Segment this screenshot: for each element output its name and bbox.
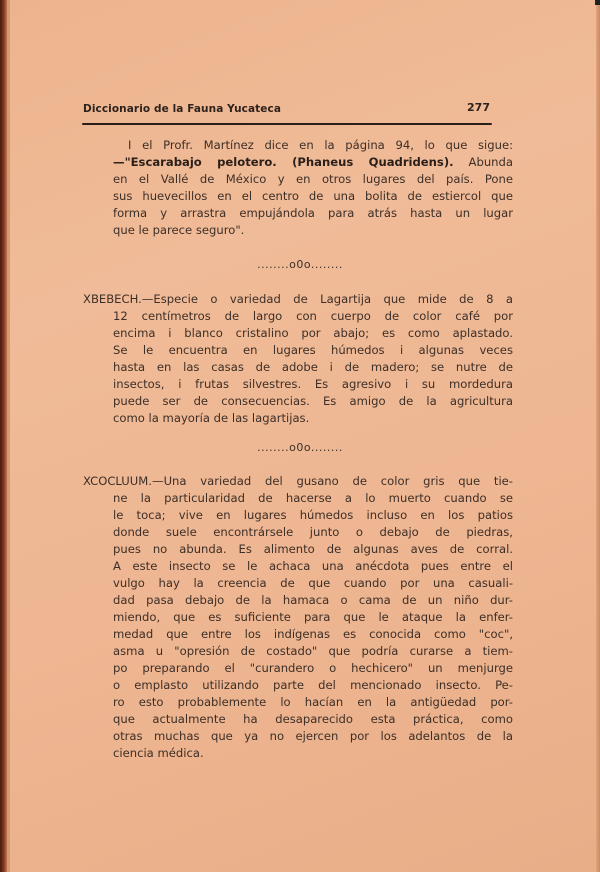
- text-line: po preparando el "curandero o hechicero" un menjurge: [113, 661, 513, 675]
- text-line: que le parece seguro".: [113, 223, 245, 237]
- text-line: ro esto probablemente lo hacían en la antigüedad por-: [113, 695, 513, 709]
- section-separator: ........o0o........: [257, 258, 343, 271]
- text-line: sus huevecillos en el centro de una bolita de estiercol que: [113, 189, 513, 203]
- text-line: otras muchas que ya no ejercen por los adelantos de la: [113, 729, 513, 743]
- page-gutter: [7, 0, 10, 872]
- header-rule: [82, 123, 492, 125]
- text-line: ne la particularidad de hacerse a lo muerto cuando se: [113, 491, 513, 505]
- text-line: Se le encuentra en lugares húmedos i algunas veces: [113, 343, 513, 357]
- text-line: vulgo hay la creencia de que cuando por una casuali-: [113, 576, 513, 590]
- text-line: encima i blanco cristalino por abajo; es como aplastado.: [113, 326, 513, 340]
- intro-paragraph: [113, 137, 513, 239]
- page-number: 277: [467, 101, 490, 114]
- text-line: que actualmente ha desaparecido esta práctica, como: [113, 712, 513, 726]
- book-spine-shadow: [0, 0, 7, 872]
- text-line: en el Vallé de México y en otros lugares del país. Pone: [113, 172, 513, 186]
- page-right-edge: [596, 0, 600, 872]
- text-line: o emplasto utilizando parte del mencionado insecto. Pe-: [113, 678, 513, 692]
- entry-definition-start: —Especie o variedad de Lagartija que mide de 8 a: [141, 292, 513, 306]
- text-line: asma u "opresión de costado" que podría curarse a tiem-: [113, 644, 513, 658]
- section-separator: ........o0o........: [257, 441, 343, 454]
- text-line: miendo, que es suficiente para que le ataque la enfer-: [113, 610, 513, 624]
- text-line: A este insecto se le achaca una anécdota pues entre el: [113, 559, 513, 573]
- bold-quote: —"Escarabajo pelotero. (Phaneus Quadridens).: [113, 155, 454, 169]
- text-line: puede ser de consecuencias. Es amigo de la agricultura: [113, 394, 513, 408]
- text-line: [113, 154, 513, 171]
- entry-headword: XBEBECH.: [83, 292, 142, 306]
- text-line: forma y arrastra empujándola para atrás hasta un lugar: [113, 206, 513, 220]
- running-header-title: Diccionario de la Fauna Yucateca: [83, 103, 282, 115]
- text-line: ciencia médica.: [113, 746, 204, 760]
- text-fragment: Abunda: [468, 155, 513, 169]
- text-line: donde suele encontrársele junto o debajo de piedras,: [113, 525, 513, 539]
- text-line: pues no abunda. Es alimento de algunas aves de corral.: [113, 542, 513, 556]
- text-line: le toca; vive en lugares húmedos incluso en los patios: [113, 508, 513, 522]
- scan-corner: [595, 0, 600, 5]
- text-line: insectos, i frutas silvestres. Es agresivo i su mordedura: [113, 377, 513, 391]
- text-line: 12 centímetros de largo con cuerpo de color café por: [113, 309, 513, 323]
- entry-first-line: [83, 291, 513, 308]
- entry-first-line: [83, 473, 513, 490]
- text-line: medad que entre los indígenas es conocida como "coc",: [113, 627, 513, 641]
- entry-headword: XCOCLUUM.: [83, 474, 152, 488]
- text-line: dad pasa debajo de la hamaca o cama de un niño dur-: [113, 593, 513, 607]
- dictionary-entry-xbebech: [83, 291, 513, 427]
- entry-definition-start: —Una variedad del gusano de color gris que tie-: [151, 474, 513, 488]
- text-line: I el Profr. Martínez dice en la página 94, lo que sigue:: [128, 138, 513, 152]
- text-line: como la mayoría de las lagartijas.: [113, 411, 310, 425]
- text-line: hasta en las casas de adobe i de madero; se nutre de: [113, 360, 513, 374]
- dictionary-entry-xcocluum: [83, 473, 513, 762]
